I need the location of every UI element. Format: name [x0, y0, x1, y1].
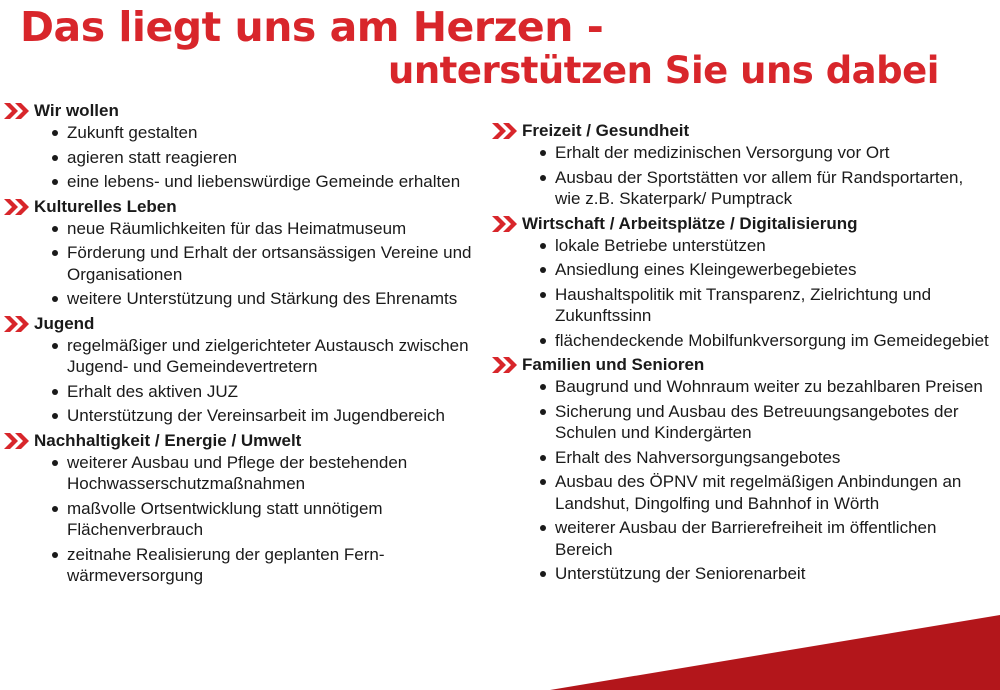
list-item: weitere Unterstützung und Stärkung des Ehrenamts: [50, 288, 474, 310]
list-item: Baugrund und Wohnraum weiter zu bezahlbaren Preisen: [538, 376, 992, 398]
section: [492, 213, 992, 352]
list-item: Erhalt des aktiven JUZ: [50, 381, 474, 403]
bullet-list: [492, 142, 992, 210]
section-header: [4, 196, 474, 218]
list-item: weiterer Ausbau der Barrierefreiheit im öffentlichen Bereich: [538, 517, 992, 560]
list-item: zeitnahe Realisierung der geplanten Fern-wärmeversorgung: [50, 544, 474, 587]
section-header: [492, 213, 992, 235]
double-chevron-right-icon: [4, 103, 30, 119]
list-item: maßvolle Ortsentwicklung statt unnötigem Flächenverbrauch: [50, 498, 474, 541]
section: [492, 354, 992, 585]
list-item: Sicherung und Ausbau des Betreuungsangebotes der Schulen und Kindergärten: [538, 401, 992, 444]
right-column: [492, 120, 992, 588]
list-item: weiterer Ausbau und Pflege der bestehenden Hochwasserschutzmaßnahmen: [50, 452, 474, 495]
list-item: regelmäßiger und zielgerichteter Austausch zwischen Jugend- und Gemeindevertretern: [50, 335, 474, 378]
list-item: Ausbau der Sportstätten vor allem für Randsportarten, wie z.B. Skaterpark/ Pumptrack: [538, 167, 992, 210]
headline-line-1: Das liegt uns am Herzen -: [20, 3, 604, 51]
list-item: Erhalt des Nahversorgungsangebotes: [538, 447, 992, 469]
double-chevron-right-icon: [492, 357, 518, 373]
bullet-list: [4, 335, 474, 427]
list-item: agieren statt reagieren: [50, 147, 474, 169]
headline-line-2: unterstützen Sie uns dabei: [388, 49, 939, 92]
section-title: Familien und Senioren: [522, 355, 705, 374]
section-header: [4, 430, 474, 452]
section-title: Wirtschaft / Arbeitsplätze / Digitalisierung: [522, 213, 858, 233]
red-corner-shape: [550, 615, 1000, 690]
bullet-list: [492, 376, 992, 585]
list-item: flächendeckende Mobilfunkversorgung im Gemeidegebiet: [538, 330, 992, 352]
section-header: [4, 313, 474, 335]
section: [4, 196, 474, 310]
double-chevron-right-icon: [4, 199, 30, 215]
bullet-list: [4, 218, 474, 310]
section-title: Kulturelles Leben: [34, 196, 177, 216]
double-chevron-right-icon: [492, 123, 518, 139]
section-title: Freizeit / Gesundheit: [522, 121, 690, 140]
section: [4, 430, 474, 587]
double-chevron-right-icon: [4, 433, 30, 449]
list-item: Erhalt der medizinischen Versorgung vor Ort: [538, 142, 992, 164]
section-header: [492, 354, 992, 376]
list-item: Zukunft gestalten: [50, 122, 474, 144]
list-item: neue Räumlichkeiten für das Heimatmuseum: [50, 218, 474, 240]
section-header: [492, 120, 992, 142]
list-item: Ausbau des ÖPNV mit regelmäßigen Anbindungen an Landshut, Dingolfing und Bahnhof in Wörth: [538, 471, 992, 514]
section-title: Nachhaltigkeit / Energie / Umwelt: [34, 430, 302, 450]
list-item: Förderung und Erhalt der ortsansässigen Vereine und Organisationen: [50, 242, 474, 285]
left-column: [4, 100, 474, 590]
list-item: Haushaltspolitik mit Transparenz, Zielrichtung und Zukunftssinn: [538, 284, 992, 327]
section: [4, 313, 474, 427]
double-chevron-right-icon: [4, 316, 30, 332]
bullet-list: [4, 452, 474, 587]
section-title: Wir wollen: [34, 101, 119, 120]
bullet-list: [4, 122, 474, 193]
double-chevron-right-icon: [492, 216, 518, 232]
section: [4, 100, 474, 193]
section-header: [4, 100, 474, 122]
list-item: Ansiedlung eines Kleingewerbegebietes: [538, 259, 992, 281]
list-item: eine lebens- und liebenswürdige Gemeinde erhalten: [50, 171, 474, 193]
list-item: Unterstützung der Vereinsarbeit im Jugendbereich: [50, 405, 474, 427]
list-item: lokale Betriebe unterstützen: [538, 235, 992, 257]
section: [492, 120, 992, 210]
bullet-list: [492, 235, 992, 352]
list-item: Unterstützung der Seniorenarbeit: [538, 563, 992, 585]
red-corner-decoration: [550, 615, 1000, 690]
section-title: Jugend: [34, 313, 95, 333]
